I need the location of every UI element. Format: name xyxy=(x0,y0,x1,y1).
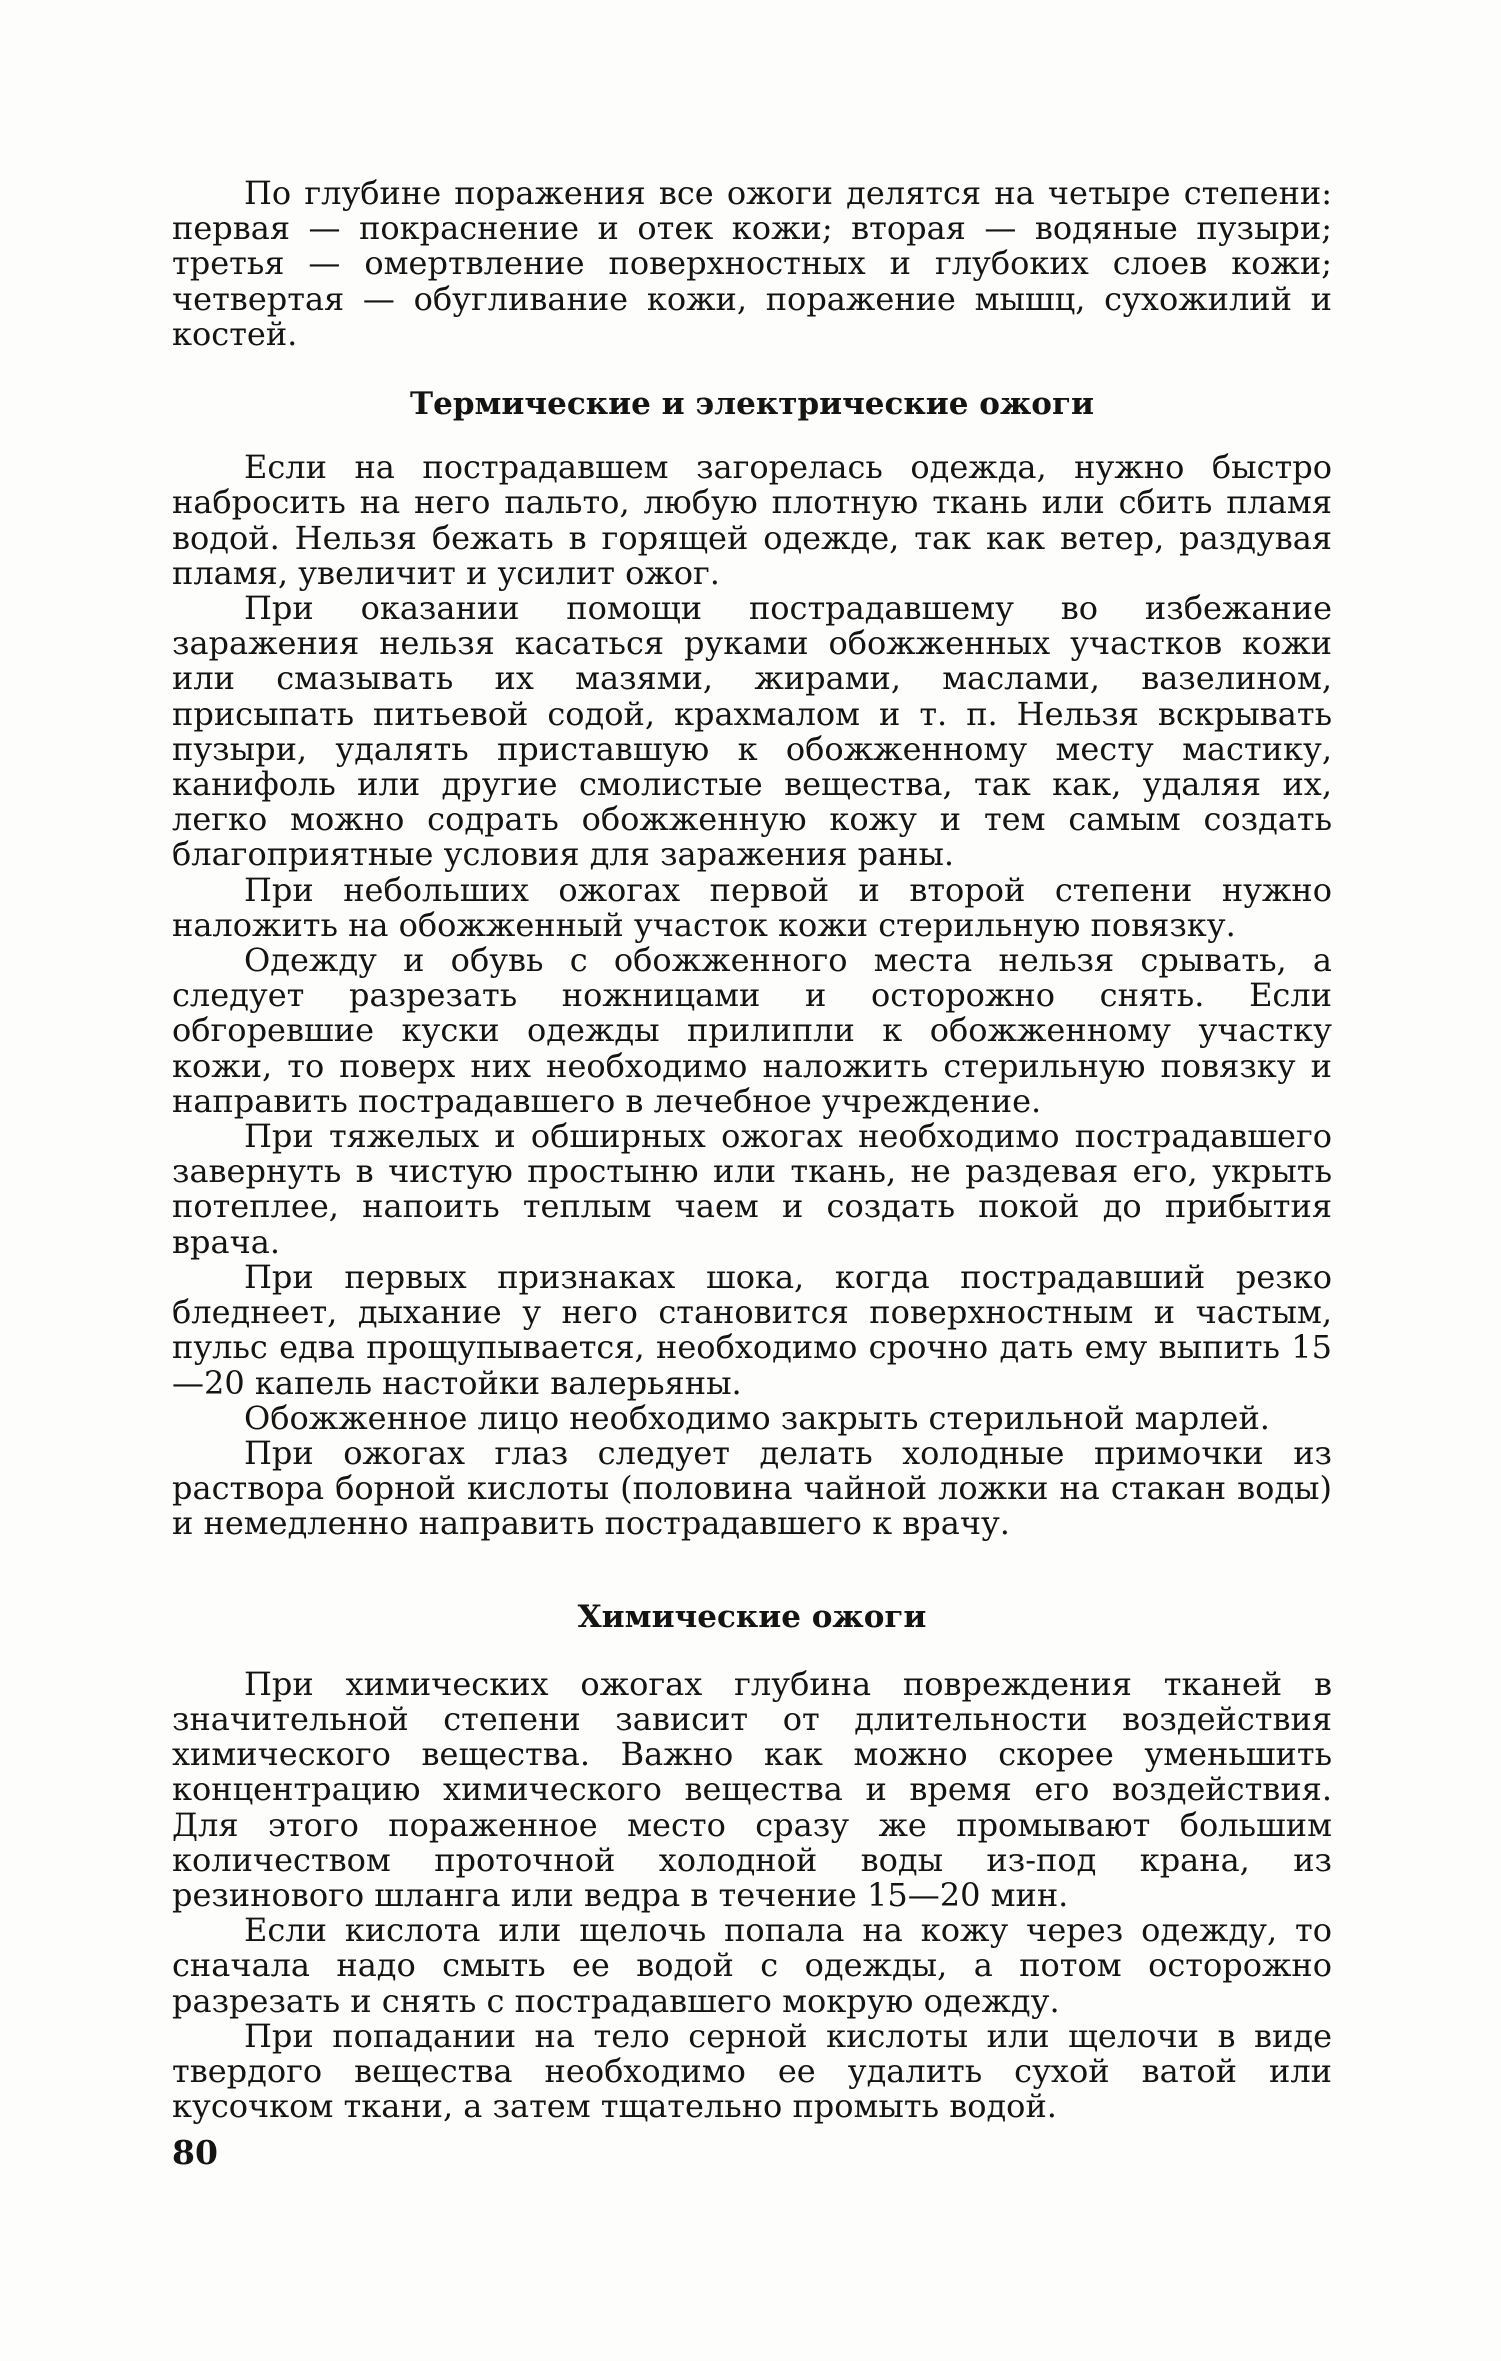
paragraph: При химических ожогах глубина повреждения тканей в значительной степени зависит от длительности воздействия химического вещества. Важно как можно скорее уменьшить концентрацию химического вещества и время его воздействия. Для этого пораженное место сразу же промывают большим количеством проточной холодной воды из-под крана, из резинового шланга или ведра в течение 15—20 мин. xyxy=(172,1664,1332,1914)
paragraph: При попадании на тело серной кислоты или щелочи в виде твердого вещества необходимо ее удалить сухой ватой или кусочком ткани, а затем тщательно промыть водой. xyxy=(172,2016,1332,2126)
paragraph: Если на пострадавшем загорелась одежда, нужно быстро набросить на него пальто, любую плотную ткань или сбить пламя водой. Нельзя бежать в горящей одежде, так как ветер, раздувая пламя, увеличит и усилит ожог. xyxy=(172,448,1332,592)
page-text xyxy=(172,176,1332,2124)
paragraph: При оказании помощи пострадавшему во избежание заражения нельзя касаться руками обожженных участков кожи или смазывать их мазями, жирами, маслами, вазелином, присыпать питьевой содой, крахмалом и т. п. Нельзя вскрывать пузыри, удалять приставшую к обожженному месту мастику, канифоль или другие смолистые вещества, так как, удаляя их, легко можно содрать обожженную кожу и тем самым создать благоприятные условия для заражения раны. xyxy=(172,589,1332,874)
paragraph: При тяжелых и обширных ожогах необходимо пострадавшего завернуть в чистую простыню или ткань, не раздевая его, укрыть потеплее, напоить теплым чаем и создать покой до прибытия врача. xyxy=(172,1117,1332,1261)
section-heading-thermal: Термические и электрические ожоги xyxy=(410,386,1094,423)
paragraph: При небольших ожогах первой и второй степени нужно наложить на обожженный участок кожи стерильную повязку. xyxy=(172,870,1332,944)
intro-paragraph: По глубине поражения все ожоги делятся на четыре степени: первая — покраснение и отек кожи; вторая — водяные пузыри; третья — омертвление поверхностных и глубоких слоев кожи; четвертая — обугливание кожи, поражение мышц, сухожилий и костей. xyxy=(172,174,1332,353)
section-heading-chemical: Химические ожоги xyxy=(577,1598,927,1635)
paragraph: Если кислота или щелочь попала на кожу через одежду, то сначала надо смыть ее водой с одежды, а потом осторожно разрезать и снять с пострадавшего мокрую одежду. xyxy=(172,1911,1332,2020)
paragraph: Одежду и обувь с обожженного места нельзя срывать, а следует разрезать ножницами и осторожно снять. Если обгоревшие куски одежды прилипли к обожженному участку кожи, то поверх них необходимо наложить стерильную повязку и направить пострадавшего в лечебное учреждение. xyxy=(172,941,1332,1120)
paragraph: При первых признаках шока, когда пострадавший резко бледнеет, дыхание у него становится поверхностным и частым, пульс едва прощупывается, необходимо срочно дать ему выпить 15—20 капель настойки валерьяны. xyxy=(172,1257,1332,1402)
page-number: 80 xyxy=(172,2133,218,2172)
paragraph: Обожженное лицо необходимо закрыть стерильной марлей. xyxy=(244,1398,1270,1437)
paragraph: При ожогах глаз следует делать холодные примочки из раствора борной кислоты (половина чайной ложки на стакан воды) и немедленно направить пострадавшего к врачу. xyxy=(172,1433,1332,1543)
